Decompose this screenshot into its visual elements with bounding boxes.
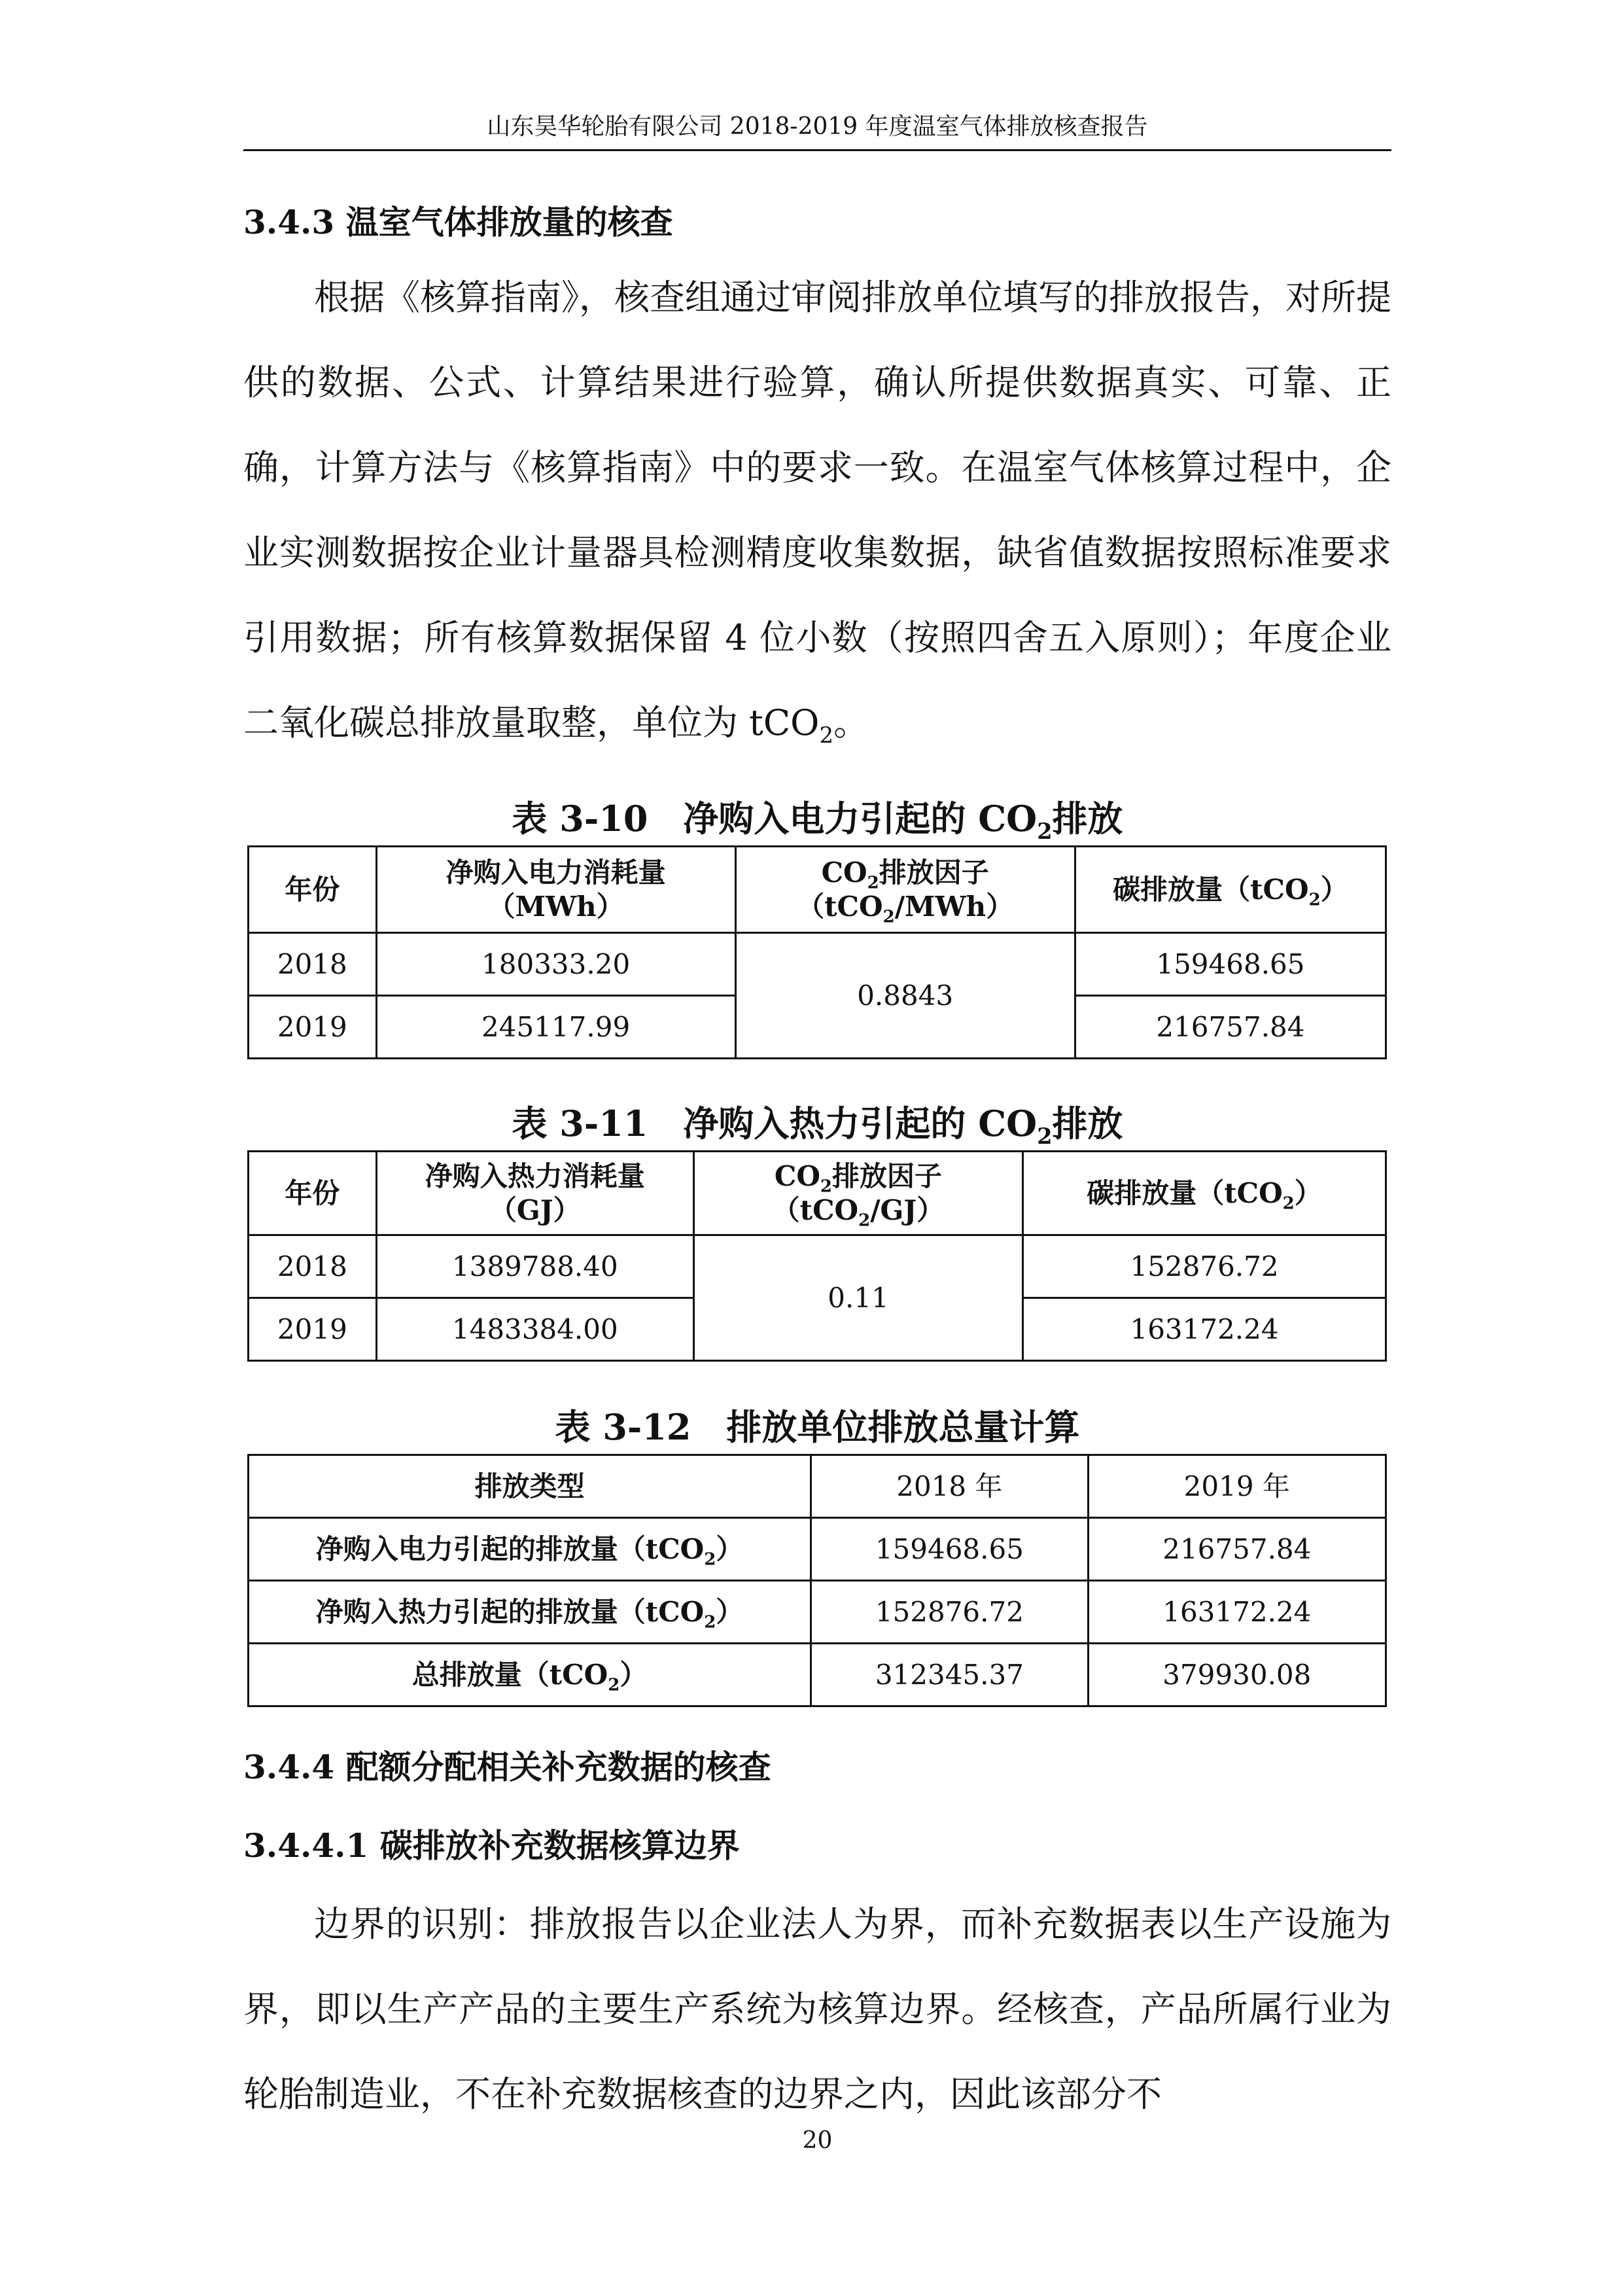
factor-unit-b: /GJ） <box>870 1193 945 1226</box>
table-header-row <box>249 847 1386 933</box>
header-rule <box>243 149 1391 151</box>
col-factor <box>693 1152 1022 1235</box>
cell-emission: 216757.84 <box>1075 996 1386 1059</box>
row-label <box>249 1518 811 1581</box>
cell-emission: 152876.72 <box>1023 1235 1386 1298</box>
row-label-sub: 2 <box>704 1612 716 1632</box>
paragraph-text: 根据《核算指南》，核查组通过审阅排放单位填写的排放报告，对所提供的数据、公式、计算结果进行验算，确认所提供数据真实、可靠、正确，计算方法与《核算指南》中的要求一致。在温室气体核算过程中，企业实测数据按企业计量器具检测精度收集数据，缺省值数据按照标准要求引用数据；所有核算数据保留 4 位小数（按照四舍五入原则）；年度企业二氧化碳总排放量取整，单位为 tCO <box>243 277 1391 743</box>
cell-emission: 159468.65 <box>1075 933 1386 996</box>
subscript-2: 2 <box>819 722 834 749</box>
col-consumption-line1: 净购入热力消耗量 <box>425 1159 645 1192</box>
table-3-10 <box>247 845 1387 1059</box>
section-3-4-3-paragraph <box>243 255 1391 766</box>
emission-b: ） <box>1320 873 1348 906</box>
table-3-12-caption: 表 3-12 排放单位排放总量计算 <box>555 1406 1080 1448</box>
col-emission <box>1023 1152 1386 1235</box>
row-label-b: ） <box>716 1595 744 1628</box>
emission-sub: 2 <box>1282 1193 1295 1213</box>
caption-text: 表 3-11 净购入热力引起的 CO <box>512 1103 1038 1144</box>
emission-sub: 2 <box>1308 889 1321 910</box>
caption-subscript: 2 <box>1037 1123 1053 1149</box>
table-row <box>249 1644 1386 1706</box>
paragraph-end: 。 <box>833 702 869 743</box>
row-label-a: 净购入电力引起的排放量（tCO <box>315 1532 705 1565</box>
table-row <box>249 1581 1386 1644</box>
caption-subscript: 2 <box>1037 818 1053 844</box>
cell-2018: 152876.72 <box>811 1581 1088 1644</box>
row-label-b: ） <box>620 1658 648 1691</box>
cell-factor: 0.11 <box>693 1235 1022 1361</box>
col-2018: 2018 年 <box>811 1455 1088 1518</box>
caption-suffix: 排放 <box>1052 798 1123 839</box>
section-heading-3-4-4: 3.4.4 配额分配相关补充数据的核查 <box>243 1748 771 1786</box>
cell-2018: 312345.37 <box>811 1644 1088 1706</box>
col-type: 排放类型 <box>249 1455 811 1518</box>
row-label-a: 净购入热力引起的排放量（tCO <box>315 1595 705 1628</box>
row-label <box>249 1644 811 1706</box>
factor-co: CO <box>774 1159 820 1192</box>
factor-unit-a: （tCO <box>797 890 883 923</box>
row-label-b: ） <box>716 1532 744 1565</box>
table-row <box>249 1518 1386 1581</box>
section-3-4-4-1-paragraph: 边界的识别：排放报告以企业法人为界，而补充数据表以生产设施为界，即以生产产品的主要生产系统为核算边界。经核查，产品所属行业为轮胎制造业，不在补充数据核查的边界之内，因此该部分不 <box>243 1903 1391 2115</box>
running-header: 山东昊华轮胎有限公司 2018-2019 年度温室气体排放核查报告 <box>487 113 1148 140</box>
col-factor <box>735 847 1075 933</box>
emission-a: 碳排放量（tCO <box>1113 873 1309 906</box>
page-number: 20 <box>802 2127 833 2154</box>
factor-sub: 2 <box>820 1176 833 1196</box>
cell-2019: 216757.84 <box>1088 1518 1386 1581</box>
col-emission <box>1075 847 1386 933</box>
factor-unit-sub: 2 <box>858 1210 871 1230</box>
caption-text: 表 3-10 净购入电力引起的 CO <box>512 798 1038 839</box>
cell-consumption: 180333.20 <box>376 933 735 996</box>
cell-consumption: 245117.99 <box>376 996 735 1059</box>
factor-unit-a: （tCO <box>772 1193 859 1226</box>
factor-label: 排放因子 <box>879 856 989 889</box>
table-3-11 <box>247 1150 1387 1362</box>
cell-year: 2019 <box>249 1298 377 1361</box>
cell-2019: 163172.24 <box>1088 1581 1386 1644</box>
factor-unit-sub: 2 <box>882 906 895 927</box>
row-label <box>249 1581 811 1644</box>
cell-consumption: 1483384.00 <box>376 1298 693 1361</box>
col-consumption <box>376 847 735 933</box>
factor-label: 排放因子 <box>832 1159 943 1192</box>
col-consumption-line2: （MWh） <box>487 890 624 923</box>
table-row <box>249 1235 1386 1298</box>
cell-consumption: 1389788.40 <box>376 1235 693 1298</box>
row-label-a: 总排放量（tCO <box>411 1658 608 1691</box>
table-3-12 <box>247 1454 1387 1707</box>
col-year: 年份 <box>249 847 377 933</box>
row-label-sub: 2 <box>608 1674 620 1695</box>
cell-factor: 0.8843 <box>735 933 1075 1059</box>
factor-unit-b: /MWh） <box>894 890 1014 923</box>
section-heading-3-4-4-1: 3.4.4.1 碳排放补充数据核算边界 <box>243 1826 740 1865</box>
cell-emission: 163172.24 <box>1023 1298 1386 1361</box>
col-year: 年份 <box>249 1152 377 1235</box>
table-3-10-caption <box>243 796 1391 844</box>
caption-suffix: 排放 <box>1052 1103 1123 1144</box>
row-label-sub: 2 <box>704 1549 716 1569</box>
col-consumption <box>376 1152 693 1235</box>
col-consumption-line2: （GJ） <box>489 1193 581 1226</box>
cell-2019: 379930.08 <box>1088 1644 1386 1706</box>
cell-year: 2018 <box>249 933 377 996</box>
col-2019: 2019 年 <box>1088 1455 1386 1518</box>
cell-2018: 159468.65 <box>811 1518 1088 1581</box>
cell-year: 2018 <box>249 1235 377 1298</box>
table-row <box>249 933 1386 996</box>
emission-b: ） <box>1294 1176 1322 1209</box>
emission-a: 碳排放量（tCO <box>1087 1176 1283 1209</box>
cell-year: 2019 <box>249 996 377 1059</box>
factor-sub: 2 <box>867 872 879 892</box>
table-header-row <box>249 1455 1386 1518</box>
table-3-11-caption <box>243 1101 1391 1149</box>
section-heading-3-4-3: 3.4.3 温室气体排放量的核查 <box>243 203 673 241</box>
table-header-row <box>249 1152 1386 1235</box>
factor-co: CO <box>821 856 867 889</box>
col-consumption-line1: 净购入电力消耗量 <box>445 856 666 889</box>
